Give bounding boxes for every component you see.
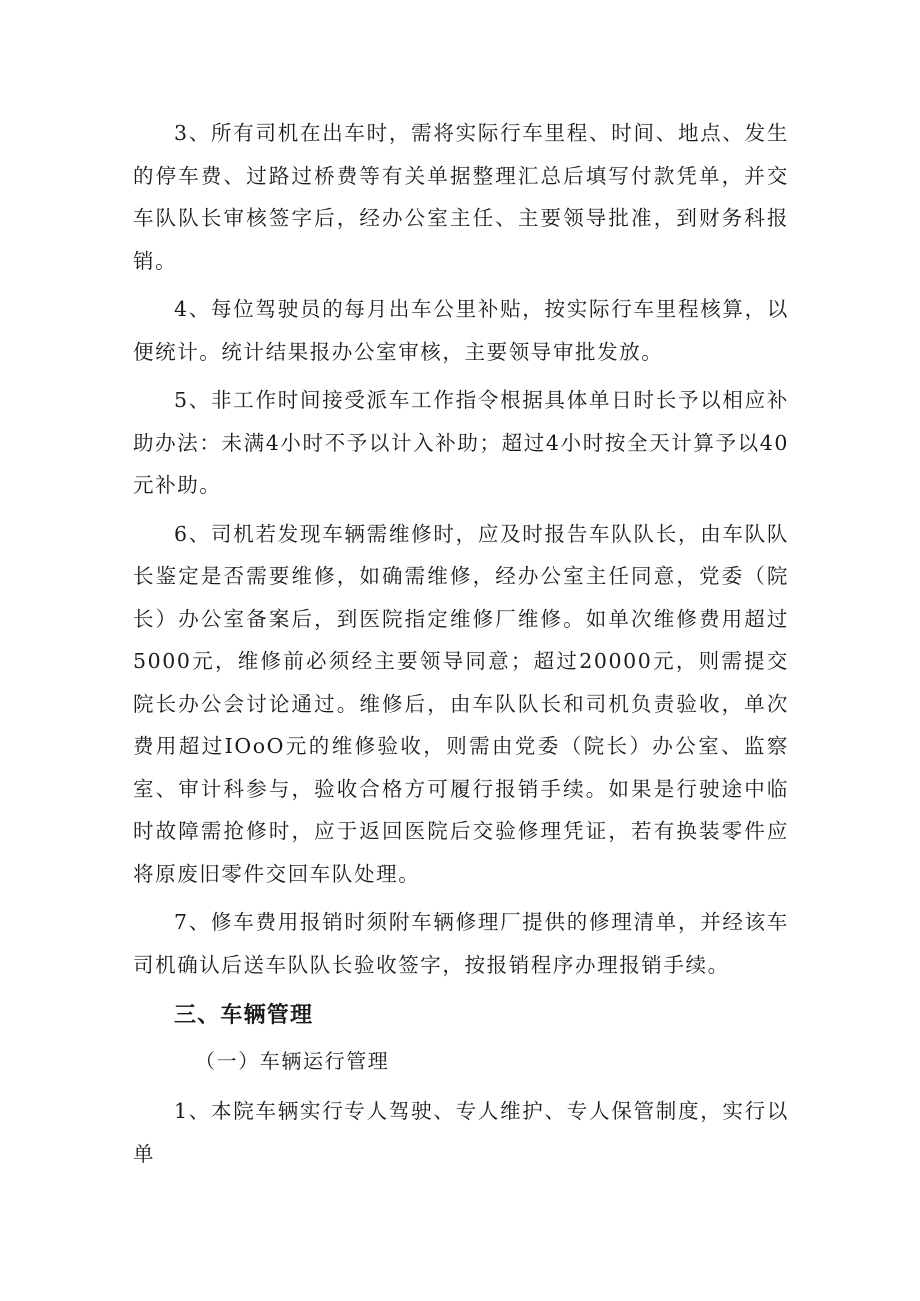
paragraph-item-3: 3、所有司机在出车时，需将实际行车里程、时间、地点、发生的停车费、过路过桥费等有关单据整理汇总后填写付款凭单，并交车队队长审核签字后，经办公室主任、主要领导批准，到财务科报销。: [133, 121, 789, 273]
document-page: [133, 112, 789, 1181]
paragraph-item-7: 7、修车费用报销时须附车辆修理厂提供的修理清单，并经该车司机确认后送车队队长验收签字，按报销程序办理报销手续。: [133, 910, 789, 977]
paragraph-item-4: 4、每位驾驶员的每月出车公里补贴，按实际行车里程核算，以便统计。统计结果报办公室审核，主要领导审批发放。: [133, 297, 789, 364]
paragraph-item-6: 6、司机若发现车辆需维修时，应及时报告车队队长，由车队队长鉴定是否需要维修，如确需维修，经办公室主任同意，党委（院长）办公室备案后，到医院指定维修厂维修。如单次维修费用超过5000元，维修前必须经主要领导同意；超过20000元，则需提交院长办公会讨论通过。维修后，由车队队长和司机负责验收，单次费用超过IOoO元的维修验收，则需由党委（院长）办公室、监察室、审计科参与，验收合格方可履行报销手续。如果是行驶途中临时故障需抢修时，应于返回医院后交验修理凭证，若有换装零件应将原废旧零件交回车队处理。: [133, 521, 789, 886]
paragraph-item-1: 1、本院车辆实行专人驾驶、专人维护、专人保管制度，实行以单: [133, 1099, 789, 1166]
paragraph-item-5: 5、非工作时间接受派车工作指令根据具体单日时长予以相应补助办法：未满4小时不予以计入补助；超过4小时按全天计算予以40元补助。: [133, 388, 789, 497]
section-heading: 三、车辆管理: [174, 1003, 314, 1028]
subsection-heading: （一）车辆运行管理: [195, 1049, 390, 1073]
